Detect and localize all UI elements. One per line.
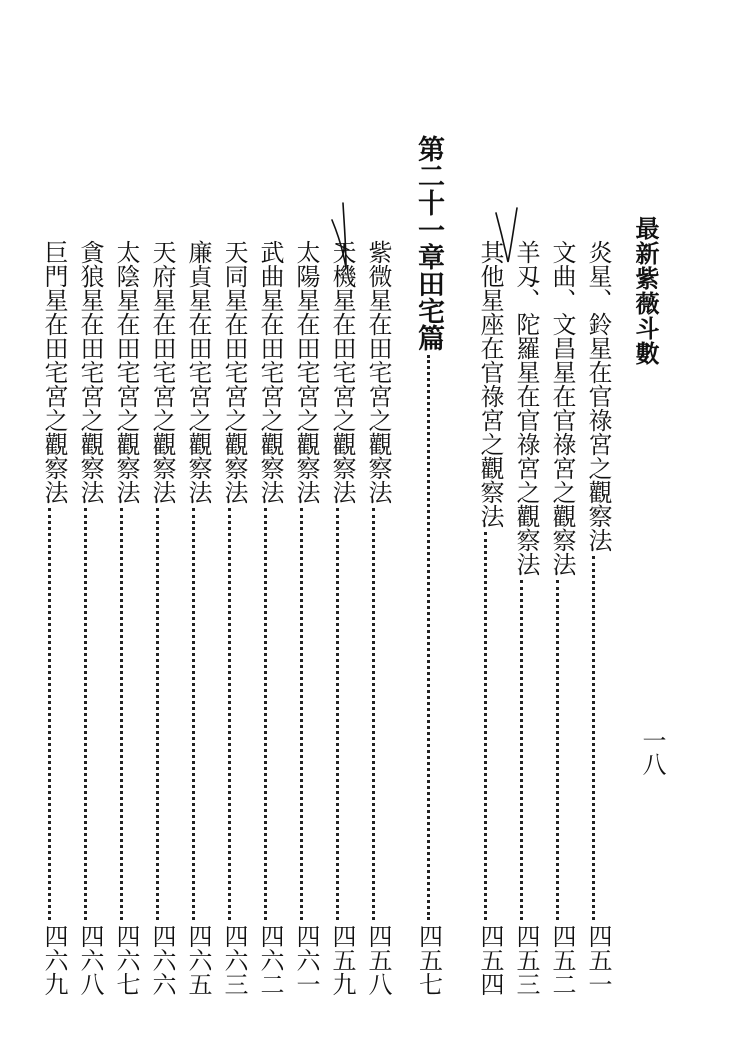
dot-leader (372, 508, 385, 920)
page-number: 一八 (638, 728, 666, 776)
toc-entry-title: 巨門星在田宅宮之觀察法 (40, 240, 68, 504)
toc-entry-title: 天機星在田宅宮之觀察法 (328, 240, 356, 504)
dot-leader (264, 508, 277, 920)
toc-entry (78, 240, 102, 996)
toc-entry (478, 240, 502, 996)
chapter-heading (415, 135, 442, 996)
dot-leader (228, 508, 241, 920)
toc-entry-page: 四六九 (40, 924, 68, 996)
toc-entry (42, 240, 66, 996)
toc-entry-page: 四六七 (112, 924, 140, 996)
toc-entry (586, 240, 610, 996)
toc-entry-title: 其他星座在官祿宮之觀察法 (476, 240, 504, 528)
toc-entry (294, 240, 318, 996)
dot-leader (300, 508, 313, 920)
toc-entry-title: 廉貞星在田宅宮之觀察法 (184, 240, 212, 504)
toc-entry (330, 240, 354, 996)
toc-entry-page: 四六八 (76, 924, 104, 996)
dot-leader (192, 508, 205, 920)
dot-leader (48, 508, 61, 920)
chapter-number: 第二十一章 (413, 135, 444, 270)
dot-leader (556, 580, 569, 920)
chapter-page: 四五七 (414, 924, 443, 996)
toc-entry-title: 紫微星在田宅宮之觀察法 (364, 240, 392, 504)
toc-entry-page: 四六二 (256, 924, 284, 996)
toc-entry-page: 四五九 (328, 924, 356, 996)
toc-entry-page: 四五四 (476, 924, 504, 996)
dot-leader (520, 580, 533, 920)
dot-leader (427, 355, 430, 920)
dot-leader (336, 508, 349, 920)
toc-entry-title: 文曲、文昌星在官祿宮之觀察法 (548, 240, 576, 576)
toc-entry (114, 240, 138, 996)
toc-entry-title: 太陽星在田宅宮之觀察法 (292, 240, 320, 504)
running-header-title: 最新紫薇斗數 (631, 216, 659, 366)
dot-leader (156, 508, 169, 920)
dot-leader (84, 508, 97, 920)
toc-entry-title: 羊刄、陀羅星在官祿宮之觀察法 (512, 240, 540, 576)
dot-leader (592, 556, 605, 920)
toc-entry (366, 240, 390, 996)
toc-entry (222, 240, 246, 996)
toc-entry-page: 四六一 (292, 924, 320, 996)
toc-entry-title: 炎星、鈴星在官祿宮之觀察法 (584, 240, 612, 552)
toc-entry-page: 四五一 (584, 924, 612, 996)
toc-entry-title: 武曲星在田宅宮之觀察法 (256, 240, 284, 504)
toc-entry-page: 四五二 (548, 924, 576, 996)
toc-entry-title: 天府星在田宅宮之觀察法 (148, 240, 176, 504)
toc-entry (550, 240, 574, 996)
toc-entry-title: 貪狼星在田宅宮之觀察法 (76, 240, 104, 504)
dot-leader (120, 508, 133, 920)
toc-entry-page: 四六五 (184, 924, 212, 996)
toc-entry (514, 240, 538, 996)
toc-entry-page: 四六六 (148, 924, 176, 996)
toc-entry-page: 四六三 (220, 924, 248, 996)
toc-entry-title: 太陰星在田宅宮之觀察法 (112, 240, 140, 504)
toc-entry-page: 四五八 (364, 924, 392, 996)
toc-entry (258, 240, 282, 996)
toc-entry (186, 240, 210, 996)
dot-leader (484, 532, 497, 920)
chapter-name: 田宅篇 (413, 270, 444, 351)
toc-entry (150, 240, 174, 996)
toc-entry-page: 四五三 (512, 924, 540, 996)
toc-entry-title: 天同星在田宅宮之觀察法 (220, 240, 248, 504)
